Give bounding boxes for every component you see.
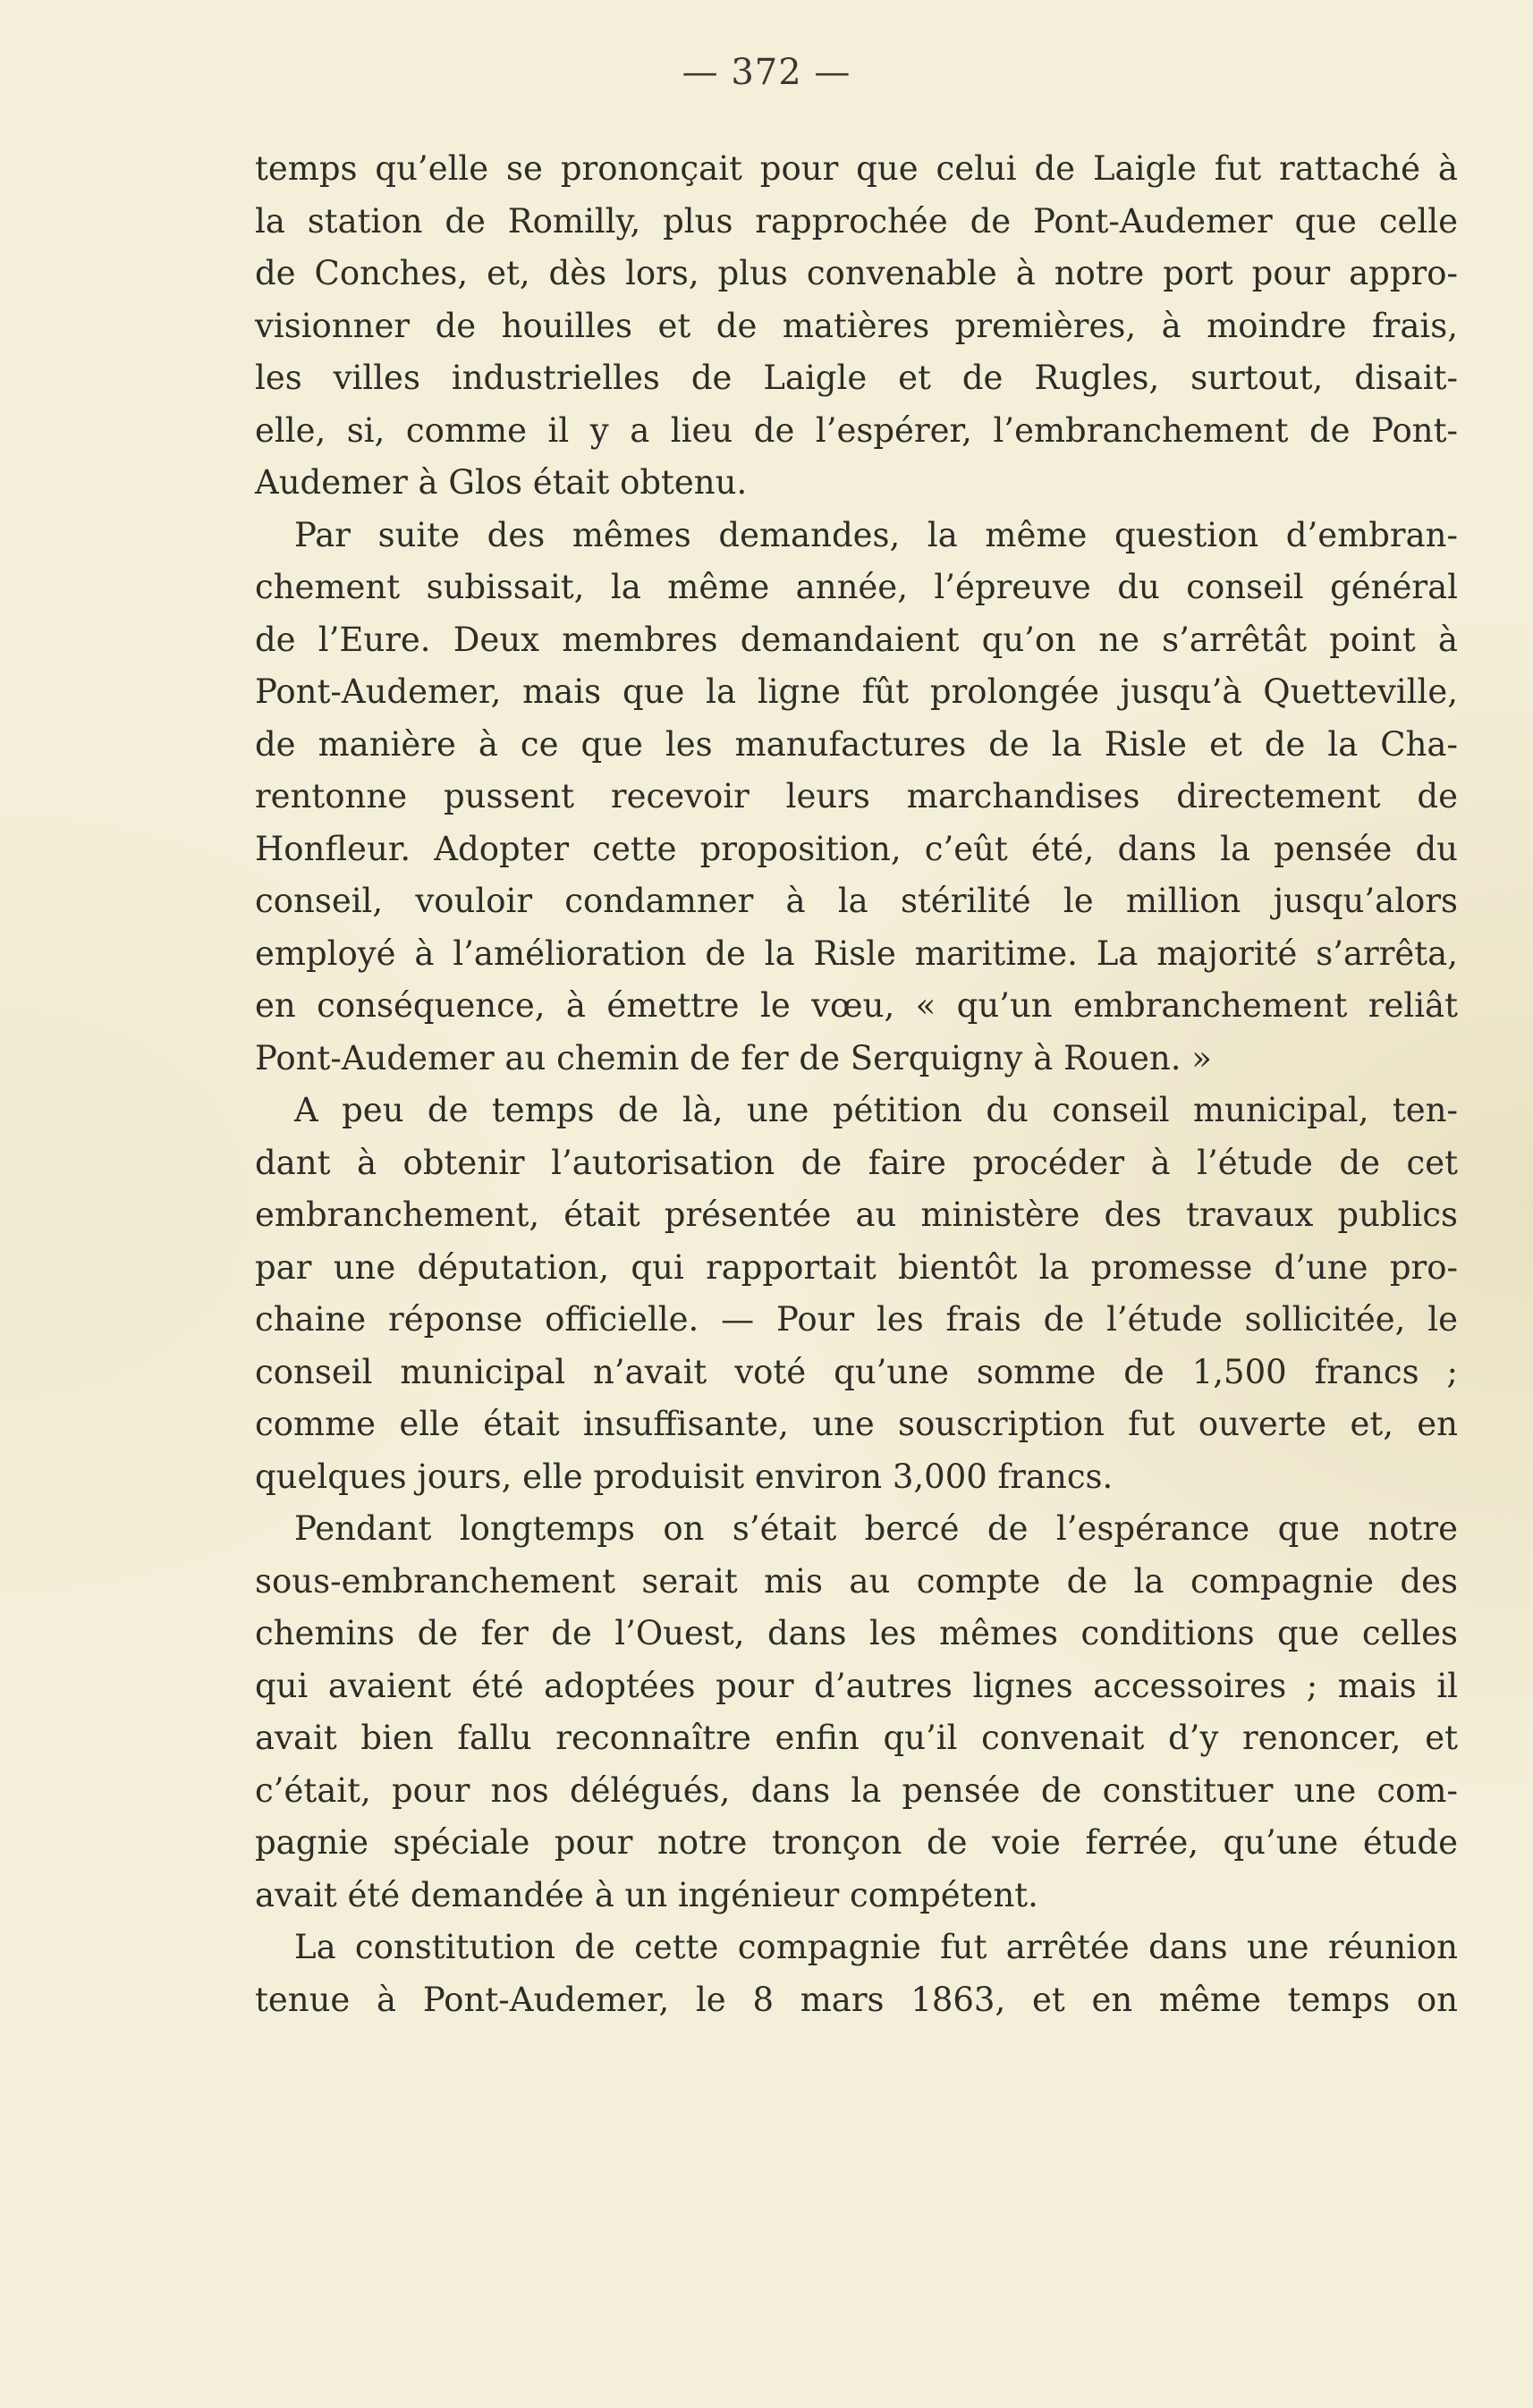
text-line: chemins de fer de l’Ouest, dans les mêmes conditions que celles bbox=[255, 1614, 1458, 1652]
text-line: Honfleur. Adopter cette proposition, c’eût été, dans la pensée du bbox=[255, 829, 1458, 868]
text-line: pagnie spéciale pour notre tronçon de voie ferrée, qu’une étude bbox=[255, 1823, 1458, 1862]
text-line: Pont-Audemer au chemin de fer de Serquigny à Rouen. » bbox=[255, 1038, 1212, 1077]
text-line: elle, si, comme il y a lieu de l’espérer, l’embranchement de Pont- bbox=[255, 410, 1458, 450]
paragraph bbox=[255, 510, 1458, 1086]
text-line: chaine réponse officielle. — Pour les frais de l’étude sollicitée, le bbox=[255, 1300, 1458, 1339]
text-line: Pont-Audemer, mais que la ligne fût prolongée jusqu’à Quetteville, bbox=[255, 672, 1458, 711]
text-line: Par suite des mêmes demandes, la même question d’embran- bbox=[294, 515, 1458, 554]
text-line: sous-embranchement serait mis au compte de la compagnie des bbox=[255, 1561, 1458, 1601]
body-text bbox=[255, 143, 1458, 2026]
text-line: chement subissait, la même année, l’épreuve du conseil général bbox=[255, 568, 1458, 606]
text-line: employé à l’amélioration de la Risle maritime. La majorité s’arrêta, bbox=[255, 934, 1458, 973]
text-line: Pendant longtemps on s’était bercé de l’espérance que notre bbox=[294, 1509, 1458, 1548]
paragraph bbox=[255, 1922, 1458, 2026]
text-line: les villes industrielles de Laigle et de Rugles, surtout, disait- bbox=[255, 359, 1458, 397]
text-line: comme elle était insuffisante, une souscription fut ouverte et, en bbox=[255, 1405, 1458, 1443]
text-line: avait été demandée à un ingénieur compétent. bbox=[255, 1875, 1038, 1914]
text-line: rentonne pussent recevoir leurs marchandises directement de bbox=[255, 777, 1458, 815]
text-line: de l’Eure. Deux membres demandaient qu’on ne s’arrêtât point à bbox=[255, 620, 1458, 659]
text-line: visionner de houilles et de matières premières, à moindre frais, bbox=[255, 306, 1458, 345]
paragraph bbox=[255, 1085, 1458, 1503]
text-line: Audemer à Glos était obtenu. bbox=[255, 463, 748, 502]
text-line: dant à obtenir l’autorisation de faire procéder à l’étude de cet bbox=[255, 1143, 1458, 1182]
text-line: qui avaient été adoptées pour d’autres lignes accessoires ; mais il bbox=[255, 1666, 1458, 1705]
text-line: en conséquence, à émettre le vœu, « qu’un embranchement reliât bbox=[255, 986, 1458, 1025]
text-line: La constitution de cette compagnie fut arrêtée dans une réunion bbox=[294, 1928, 1458, 1966]
text-line: conseil, vouloir condamner à la stérilité le million jusqu’alors bbox=[255, 882, 1458, 920]
paragraph bbox=[255, 1503, 1458, 1922]
text-line: la station de Romilly, plus rapprochée de Pont-Audemer que celle bbox=[255, 201, 1458, 241]
text-line: par une députation, qui rapportait bientôt la promesse d’une pro- bbox=[255, 1247, 1458, 1287]
text-line: temps qu’elle se prononçait pour que celui de Laigle fut rattaché à bbox=[255, 149, 1458, 188]
text-line: embranchement, était présentée au ministère des travaux publics bbox=[255, 1196, 1458, 1234]
text-line: de manière à ce que les manufactures de la Risle et de la Cha- bbox=[255, 724, 1458, 764]
text-line: de Conches, et, dès lors, plus convenable à notre port pour appro- bbox=[255, 254, 1458, 292]
text-line: A peu de temps de là, une pétition du conseil municipal, ten- bbox=[294, 1091, 1458, 1129]
text-line: c’était, pour nos délégués, dans la pensée de constituer une com- bbox=[255, 1770, 1458, 1810]
page-number: — 372 — bbox=[682, 52, 851, 93]
text-line: quelques jours, elle produisit environ 3,000 francs. bbox=[255, 1457, 1114, 1496]
paragraph bbox=[255, 143, 1458, 510]
text-line: avait bien fallu reconnaître enfin qu’il convenait d’y renoncer, et bbox=[255, 1719, 1458, 1757]
text-line: conseil municipal n’avait voté qu’une somme de 1,500 francs ; bbox=[255, 1352, 1458, 1391]
text-line: tenue à Pont-Audemer, le 8 mars 1863, et en même temps on bbox=[255, 1980, 1458, 2019]
